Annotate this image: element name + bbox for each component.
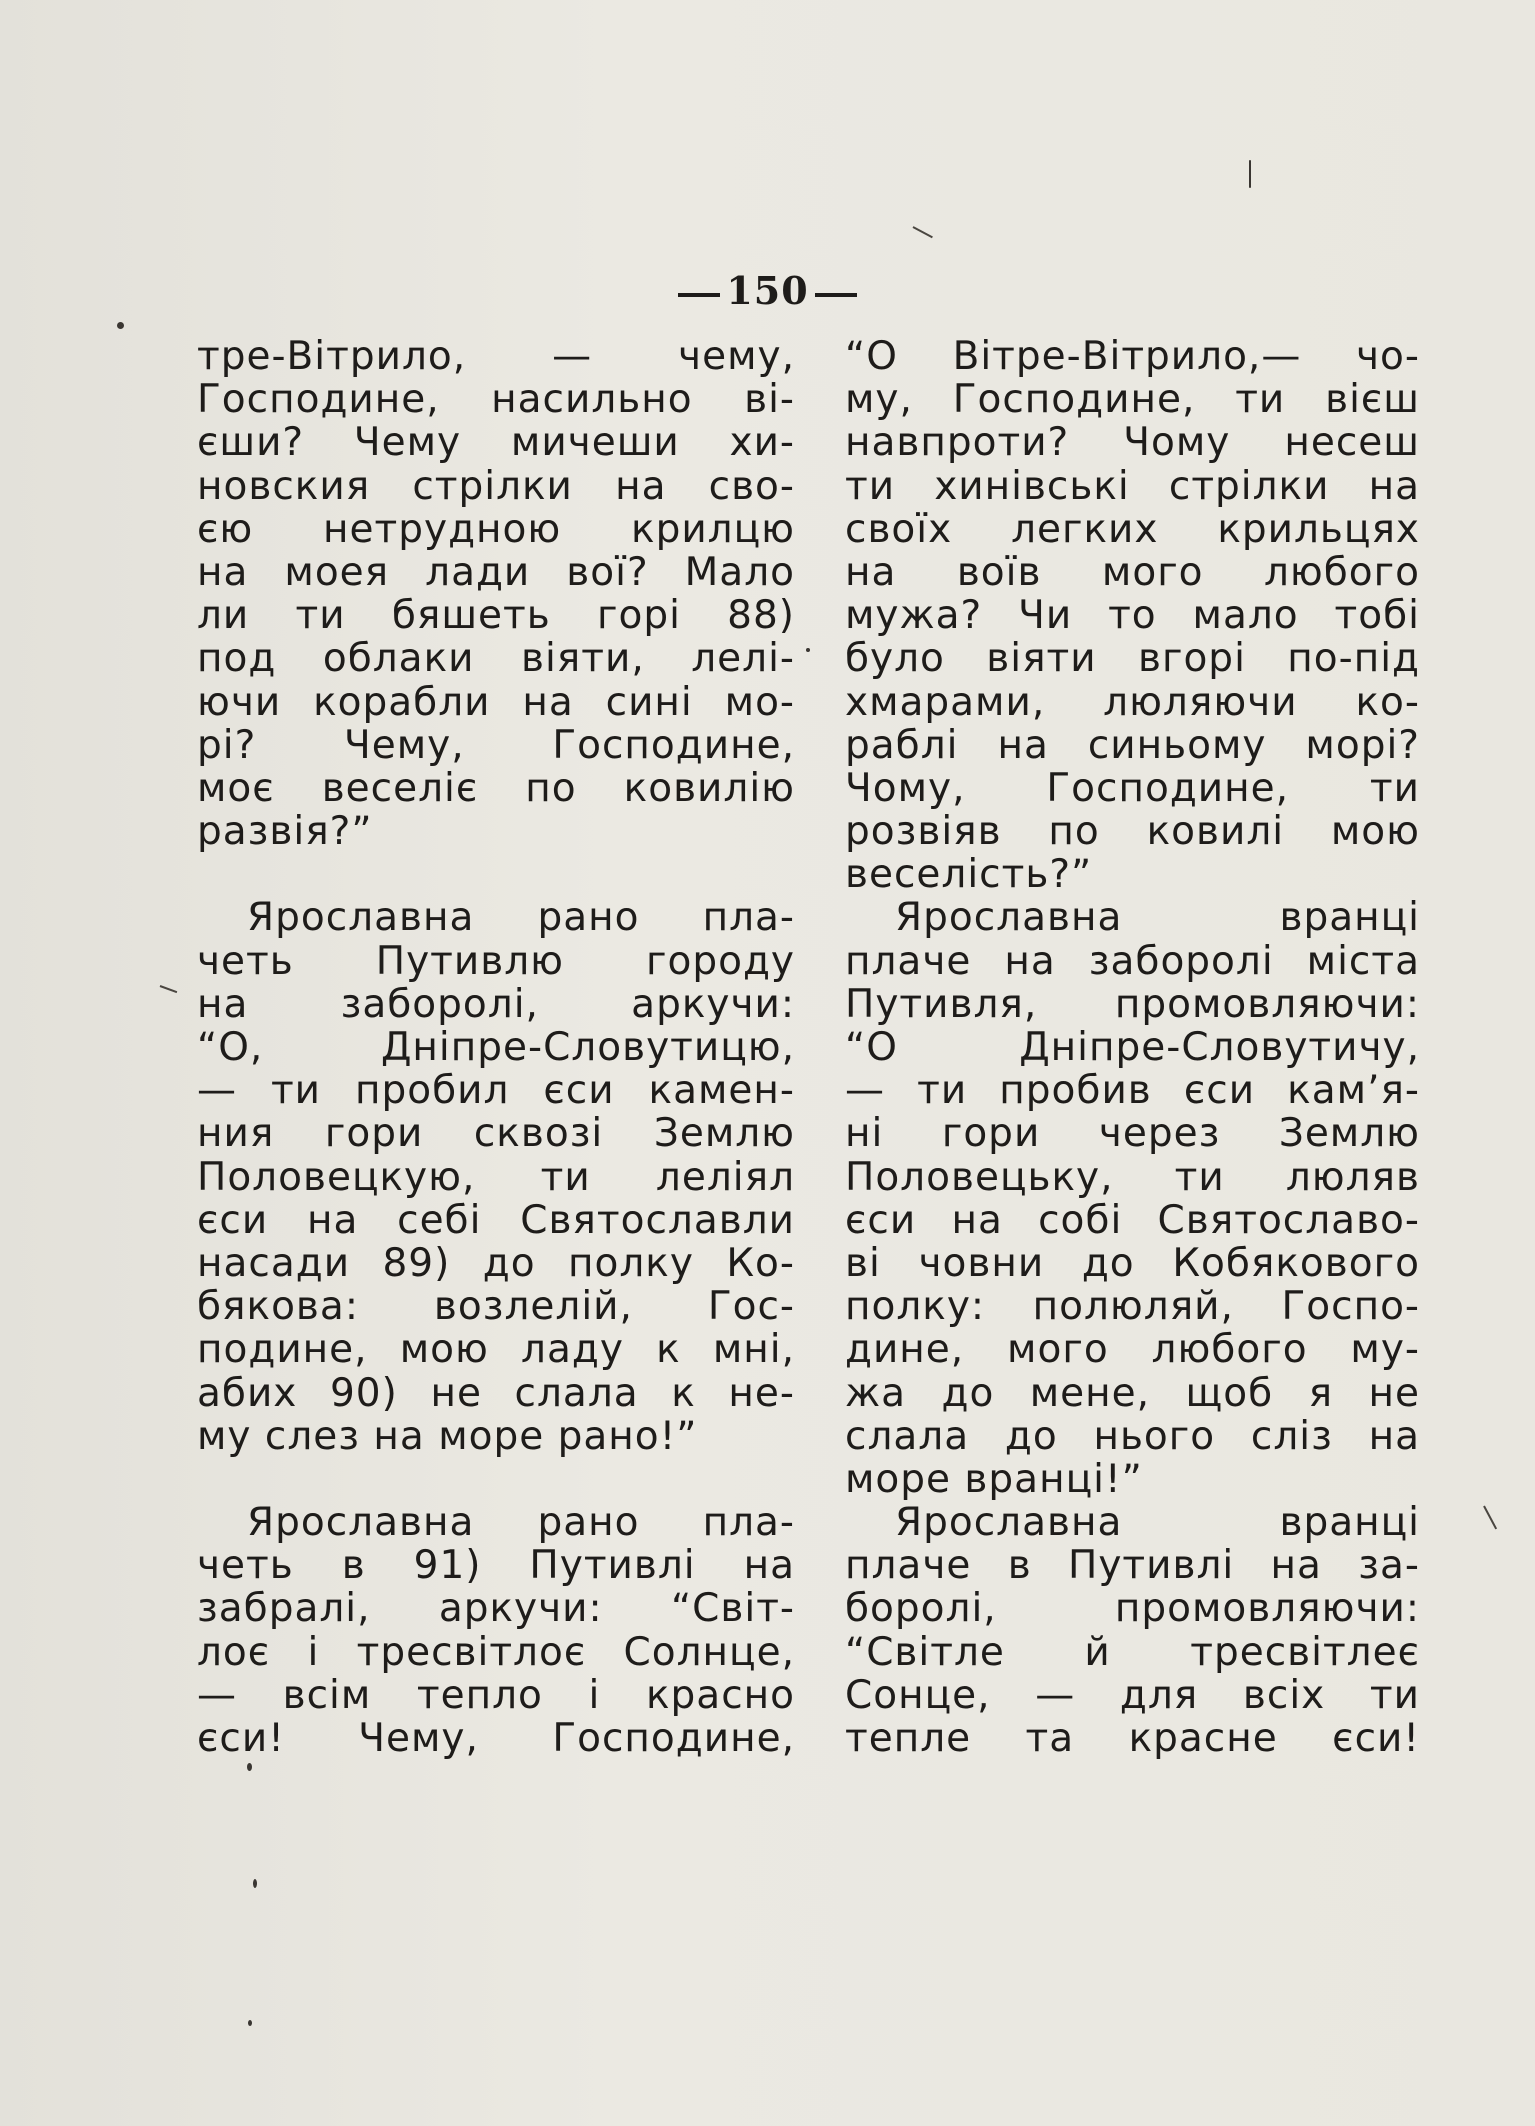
text-line: на воїв мого любого	[845, 549, 1420, 595]
dash-right	[815, 293, 857, 297]
text-line: було віяти вгорі по-під	[845, 636, 1420, 682]
text-line: Половецкую, ти леліял	[197, 1154, 795, 1200]
text-line: веселість?”	[845, 852, 1093, 898]
text-line: Сонце, — для всіх ти	[845, 1672, 1420, 1718]
left-column-original-text	[197, 335, 795, 1760]
text-line: слала до нього сліз на	[845, 1413, 1420, 1459]
text-line: развія?”	[197, 809, 373, 855]
text-line: хмарами, люляючи ко-	[845, 679, 1420, 725]
text-line: рі? Чему, Господине,	[197, 722, 795, 768]
scan-speck	[247, 1763, 252, 1771]
scan-speck	[253, 1879, 257, 1888]
text-line: лоє і тресвітлоє Солнце,	[197, 1629, 795, 1675]
text-line: жа до мене, щоб я не	[845, 1370, 1420, 1416]
text-line: “О Дніпре-Словутичу,	[845, 1025, 1420, 1070]
text-line: єси на себі Святославли	[197, 1197, 795, 1243]
text-line: дине, мого любого му-	[845, 1327, 1420, 1373]
scan-mark	[913, 226, 933, 238]
text-line: му, Господине, ти вієш	[845, 377, 1420, 423]
text-line: ти хинівські стрілки на	[845, 463, 1420, 509]
text-line: плаче в Путивлі на за-	[845, 1543, 1420, 1589]
text-line: Ярославна рано пла-	[247, 895, 795, 941]
text-line: навпроти? Чому несеш	[845, 420, 1420, 466]
text-line: бякова: возлелій, Гос-	[197, 1284, 795, 1330]
text-line: Господине, насильно ві-	[197, 377, 795, 423]
text-line: Ярославна вранці	[895, 895, 1420, 941]
text-line: плаче на заборолі міста	[845, 938, 1420, 984]
text-line: розвіяв по ковилі мою	[845, 809, 1420, 855]
text-line: єю нетрудною крилцю	[197, 506, 795, 552]
text-line: тре-Вітрило, — чему,	[197, 334, 795, 379]
text-line: Путивля, промовляючи:	[845, 981, 1420, 1027]
text-line: Ярославна рано пла-	[247, 1500, 795, 1546]
scan-mark	[160, 985, 178, 993]
text-line: четь Путивлю городу	[197, 938, 795, 984]
scan-speck	[806, 648, 810, 652]
text-line: “О, Дніпре-Словутицю,	[197, 1025, 795, 1070]
text-line: єси на собі Святославо-	[845, 1197, 1420, 1243]
text-line: му слез на море рано!”	[197, 1413, 698, 1459]
text-line: ли ти бяшеть горі 88)	[197, 593, 795, 639]
text-line: — ти пробил єси камен-	[197, 1068, 795, 1114]
text-line: море вранці!”	[845, 1456, 1143, 1502]
text-line: на заборолі, аркучи:	[197, 981, 795, 1027]
text-line: Ярославна вранці	[895, 1500, 1420, 1546]
text-line: ючи корабли на сині мо-	[197, 679, 795, 725]
page-number	[0, 268, 1535, 313]
text-line: ния гори сквозі Землю	[197, 1111, 795, 1157]
paragraph-gap	[197, 1458, 795, 1501]
text-line: “О Вітре-Вітрило,— чо-	[845, 334, 1420, 379]
text-line: — ти пробив єси кам’я-	[845, 1068, 1420, 1114]
scan-speck	[1249, 160, 1251, 188]
text-line: своїх легких крильцях	[845, 506, 1420, 552]
text-line: раблі на синьому морі?	[845, 722, 1420, 768]
text-line: под облаки віяти, лелі-	[197, 636, 795, 682]
text-line: забралі, аркучи: “Світ-	[197, 1586, 795, 1632]
text-line: четь в 91) Путивлі на	[197, 1543, 795, 1589]
text-line: новския стрілки на сво-	[197, 463, 795, 509]
text-line: полку: полюляй, Госпо-	[845, 1284, 1420, 1330]
scan-speck	[248, 2020, 252, 2026]
text-line: — всім тепло і красно	[197, 1672, 795, 1718]
text-line: мужа? Чи то мало тобі	[845, 593, 1420, 639]
text-line: моє веселіє по ковилію	[197, 765, 795, 811]
text-line: Чому, Господине, ти	[845, 765, 1420, 811]
text-line: “Світле й тресвітлеє	[845, 1629, 1420, 1675]
dash-left	[678, 293, 720, 297]
text-line: насади 89) до полку Ко-	[197, 1240, 795, 1286]
scan-speck	[117, 322, 124, 329]
paragraph-gap	[197, 853, 795, 896]
text-line: Половецьку, ти люляв	[845, 1154, 1420, 1200]
text-line: ні гори через Землю	[845, 1111, 1420, 1157]
right-column-translation	[845, 335, 1420, 1760]
text-line: єши? Чему мичеши хи-	[197, 420, 795, 466]
text-line: абих 90) не слала к не-	[197, 1370, 795, 1416]
scan-mark	[1483, 1506, 1497, 1530]
text-line: боролі, промовляючи:	[845, 1586, 1420, 1632]
text-line: ві човни до Кобякового	[845, 1240, 1420, 1286]
page-number-value: 150	[726, 268, 809, 313]
text-line: єси! Чему, Господине,	[197, 1716, 795, 1761]
text-line: тепле та красне єси!	[845, 1716, 1420, 1761]
text-line: на моея лади вої? Мало	[197, 549, 795, 595]
text-line: подине, мою ладу к мні,	[197, 1327, 795, 1373]
